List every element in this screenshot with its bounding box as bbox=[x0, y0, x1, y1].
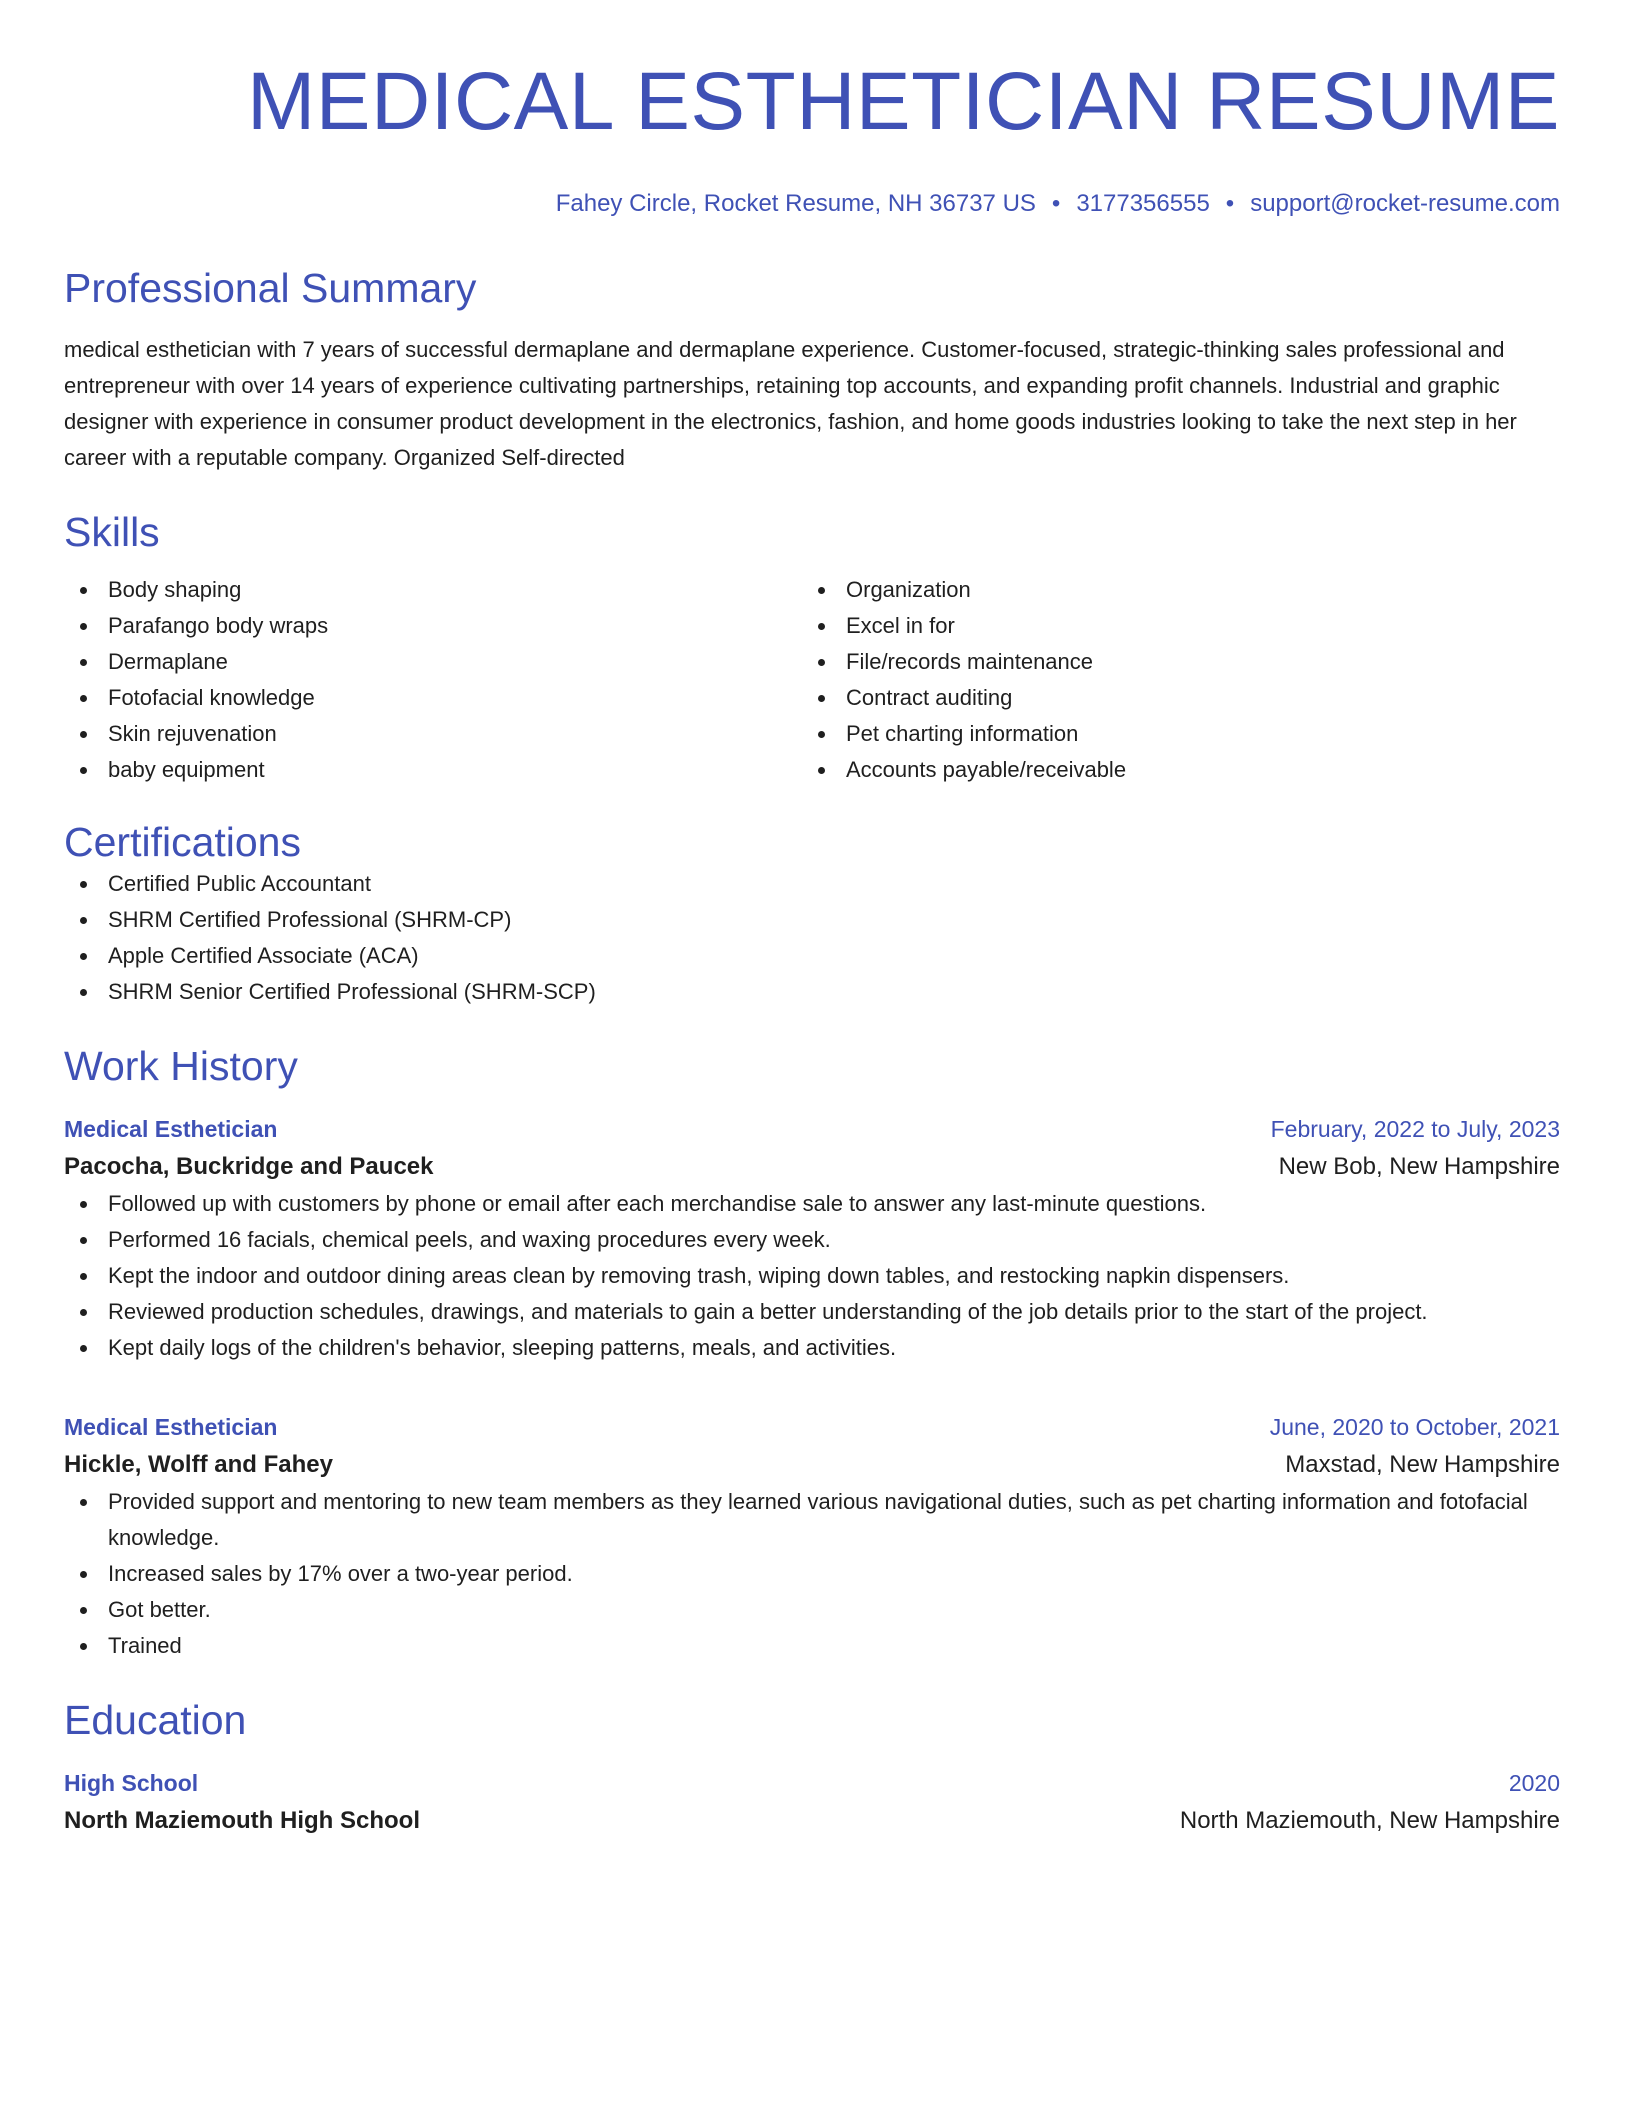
job-duty: Got better. bbox=[64, 1592, 1560, 1628]
resume-page bbox=[64, 0, 1560, 1840]
skill-item: baby equipment bbox=[64, 752, 802, 788]
skill-item: Fotofacial knowledge bbox=[64, 680, 802, 716]
contact-email: support@rocket-resume.com bbox=[1250, 190, 1560, 217]
job-duty: Increased sales by 17% over a two-year period. bbox=[64, 1556, 1560, 1592]
certification-item: Certified Public Accountant bbox=[64, 866, 1560, 902]
job-company-row bbox=[64, 1148, 1560, 1186]
section-title-certifications: Certifications bbox=[64, 819, 301, 865]
job-duty: Kept daily logs of the children's behavior, sleeping patterns, meals, and activities. bbox=[64, 1330, 1560, 1366]
section-title-education: Education bbox=[64, 1697, 247, 1743]
job-duty: Followed up with customers by phone or email after each merchandise sale to answer any last-minute questions. bbox=[64, 1186, 1560, 1222]
job-duties-list bbox=[64, 1186, 1560, 1366]
job-company: Pacocha, Buckridge and Paucek bbox=[64, 1153, 434, 1180]
job-location: New Bob, New Hampshire bbox=[1278, 1153, 1560, 1180]
skill-item: Dermaplane bbox=[64, 644, 802, 680]
skill-item: Pet charting information bbox=[802, 716, 1540, 752]
job-entry bbox=[64, 1408, 1560, 1664]
section-title-work-history: Work History bbox=[64, 1043, 298, 1089]
job-company: Hickle, Wolff and Fahey bbox=[64, 1451, 333, 1478]
skills-grid bbox=[64, 572, 1560, 788]
job-header-row bbox=[64, 1110, 1560, 1148]
job-title: Medical Esthetician bbox=[64, 1414, 278, 1440]
job-entry bbox=[64, 1110, 1560, 1366]
job-company-row bbox=[64, 1446, 1560, 1484]
skill-item: Contract auditing bbox=[802, 680, 1540, 716]
skill-item: Body shaping bbox=[64, 572, 802, 608]
skill-item: File/records maintenance bbox=[802, 644, 1540, 680]
contact-separator: • bbox=[1051, 190, 1061, 217]
summary-text: medical esthetician with 7 years of successful dermaplane and dermaplane experience. Customer-focused, strategic-thinking sales professional and entrepreneur with over 14 years of experience cultivating partnerships, retaining top accounts, and expanding profit channels. Industrial and graphic designer with experience in consumer product development in the electronics, fashion, and home goods industries looking to take the next step in her career with a reputable company. Organized Self-directed bbox=[64, 337, 1517, 470]
skills-list-right bbox=[802, 572, 1540, 788]
job-location: Maxstad, New Hampshire bbox=[1285, 1451, 1560, 1478]
contact-separator: • bbox=[1225, 190, 1235, 217]
skill-item: Organization bbox=[802, 572, 1540, 608]
education-header-row bbox=[64, 1764, 1560, 1802]
skill-item: Parafango body wraps bbox=[64, 608, 802, 644]
education-location: North Maziemouth, New Hampshire bbox=[1179, 1807, 1560, 1834]
skills-list-left bbox=[64, 572, 802, 788]
job-header-row bbox=[64, 1408, 1560, 1446]
certification-item: Apple Certified Associate (ACA) bbox=[64, 938, 1560, 974]
skill-item: Excel in for bbox=[802, 608, 1540, 644]
job-duty: Kept the indoor and outdoor dining areas clean by removing trash, wiping down tables, and restocking napkin dispensers. bbox=[64, 1258, 1560, 1294]
education-school-row bbox=[64, 1802, 1560, 1840]
job-dates: June, 2020 to October, 2021 bbox=[1269, 1414, 1560, 1440]
certifications-list bbox=[64, 866, 1560, 1010]
education-year: 2020 bbox=[1508, 1770, 1560, 1796]
job-duty: Reviewed production schedules, drawings, and materials to gain a better understanding of the job details prior to the start of the project. bbox=[64, 1294, 1560, 1330]
skills-column-left bbox=[64, 572, 802, 788]
job-title: Medical Esthetician bbox=[64, 1116, 278, 1142]
contact-address: Fahey Circle, Rocket Resume, NH 36737 US bbox=[555, 190, 1036, 217]
skill-item: Accounts payable/receivable bbox=[802, 752, 1540, 788]
job-duty: Provided support and mentoring to new team members as they learned various navigational duties, such as pet charting information and fotofacial knowledge. bbox=[64, 1484, 1560, 1556]
job-duties-list bbox=[64, 1484, 1560, 1664]
job-dates: February, 2022 to July, 2023 bbox=[1270, 1116, 1560, 1142]
section-title-skills: Skills bbox=[64, 509, 160, 555]
resume-title: MEDICAL ESTHETICIAN RESUME bbox=[246, 56, 1560, 147]
education-degree: High School bbox=[64, 1770, 199, 1796]
section-title-summary: Professional Summary bbox=[64, 265, 477, 311]
job-duty: Performed 16 facials, chemical peels, and waxing procedures every week. bbox=[64, 1222, 1560, 1258]
contact-phone: 3177356555 bbox=[1076, 190, 1210, 217]
skills-column-right bbox=[802, 572, 1540, 788]
job-duty: Trained bbox=[64, 1628, 1560, 1664]
certification-item: SHRM Certified Professional (SHRM-CP) bbox=[64, 902, 1560, 938]
certification-item: SHRM Senior Certified Professional (SHRM-SCP) bbox=[64, 974, 1560, 1010]
skill-item: Skin rejuvenation bbox=[64, 716, 802, 752]
education-school: North Maziemouth High School bbox=[64, 1807, 420, 1834]
education-entry bbox=[64, 1764, 1560, 1840]
contact-line bbox=[64, 188, 1560, 220]
